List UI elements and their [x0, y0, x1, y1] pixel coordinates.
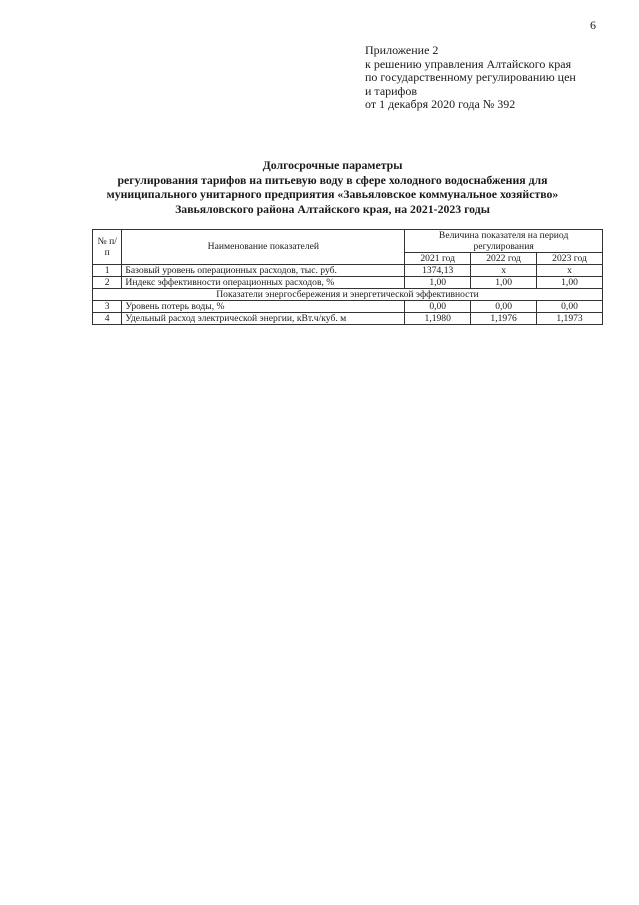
row-value: 1,00 [405, 277, 471, 289]
row-value: 1374,13 [405, 265, 471, 277]
header-period: Величина показателя на период регулирования [405, 230, 603, 253]
row-value: 0,00 [405, 301, 471, 313]
row-value: 1,00 [471, 277, 537, 289]
row-num: 1 [93, 265, 122, 277]
table-row [93, 313, 603, 325]
table-row [93, 265, 603, 277]
title-line: Завьяловского района Алтайского края, на 2021-2023 годы [175, 201, 490, 216]
header-name: Наименование показателей [122, 230, 405, 265]
document-title [60, 158, 605, 216]
row-value: 1,1976 [471, 313, 537, 325]
header-year-2022: 2022 год [471, 253, 537, 265]
appendix-line: и тарифов [365, 83, 418, 98]
appendix-line: по государственному регулированию цен [365, 70, 576, 84]
table-row [93, 277, 603, 289]
appendix-line: от 1 декабря 2020 года № 392 [365, 97, 516, 111]
appendix-line: Приложение 2 [365, 43, 439, 57]
page-number: 6 [590, 18, 596, 32]
row-value: 1,1980 [405, 313, 471, 325]
title-line: Долгосрочные параметры [262, 158, 403, 172]
header-year-2021: 2021 год [405, 253, 471, 265]
row-value: 0,00 [471, 301, 537, 313]
table-row [93, 301, 603, 313]
section-heading: Показатели энергосбережения и энергетической эффективности [93, 289, 603, 301]
row-name: Уровень потерь воды, % [122, 301, 405, 313]
header-num: № п/п [93, 230, 122, 265]
parameters-table [92, 229, 603, 325]
title-line: муниципального унитарного предприятия «Завьяловское коммунальное хозяйство» [106, 187, 559, 201]
table-header-row [93, 230, 603, 253]
row-value: 1,1973 [537, 313, 603, 325]
table-section-row [93, 289, 603, 301]
title-line: регулирования тарифов на питьевую воду в сфере холодного водоснабжения для [117, 172, 548, 187]
row-value: x [471, 265, 537, 277]
row-num: 3 [93, 301, 122, 313]
row-name: Удельный расход электрической энергии, кВт.ч/куб. м [122, 313, 405, 325]
row-value: 1,00 [537, 277, 603, 289]
appendix-line: к решению управления Алтайского края [365, 56, 572, 71]
header-year-2023: 2023 год [537, 253, 603, 265]
row-name: Базовый уровень операционных расходов, тыс. руб. [122, 265, 405, 277]
row-value: x [537, 265, 603, 277]
row-name: Индекс эффективности операционных расходов, % [122, 277, 405, 289]
appendix-note [365, 44, 576, 112]
row-num: 4 [93, 313, 122, 325]
row-value: 0,00 [537, 301, 603, 313]
row-num: 2 [93, 277, 122, 289]
